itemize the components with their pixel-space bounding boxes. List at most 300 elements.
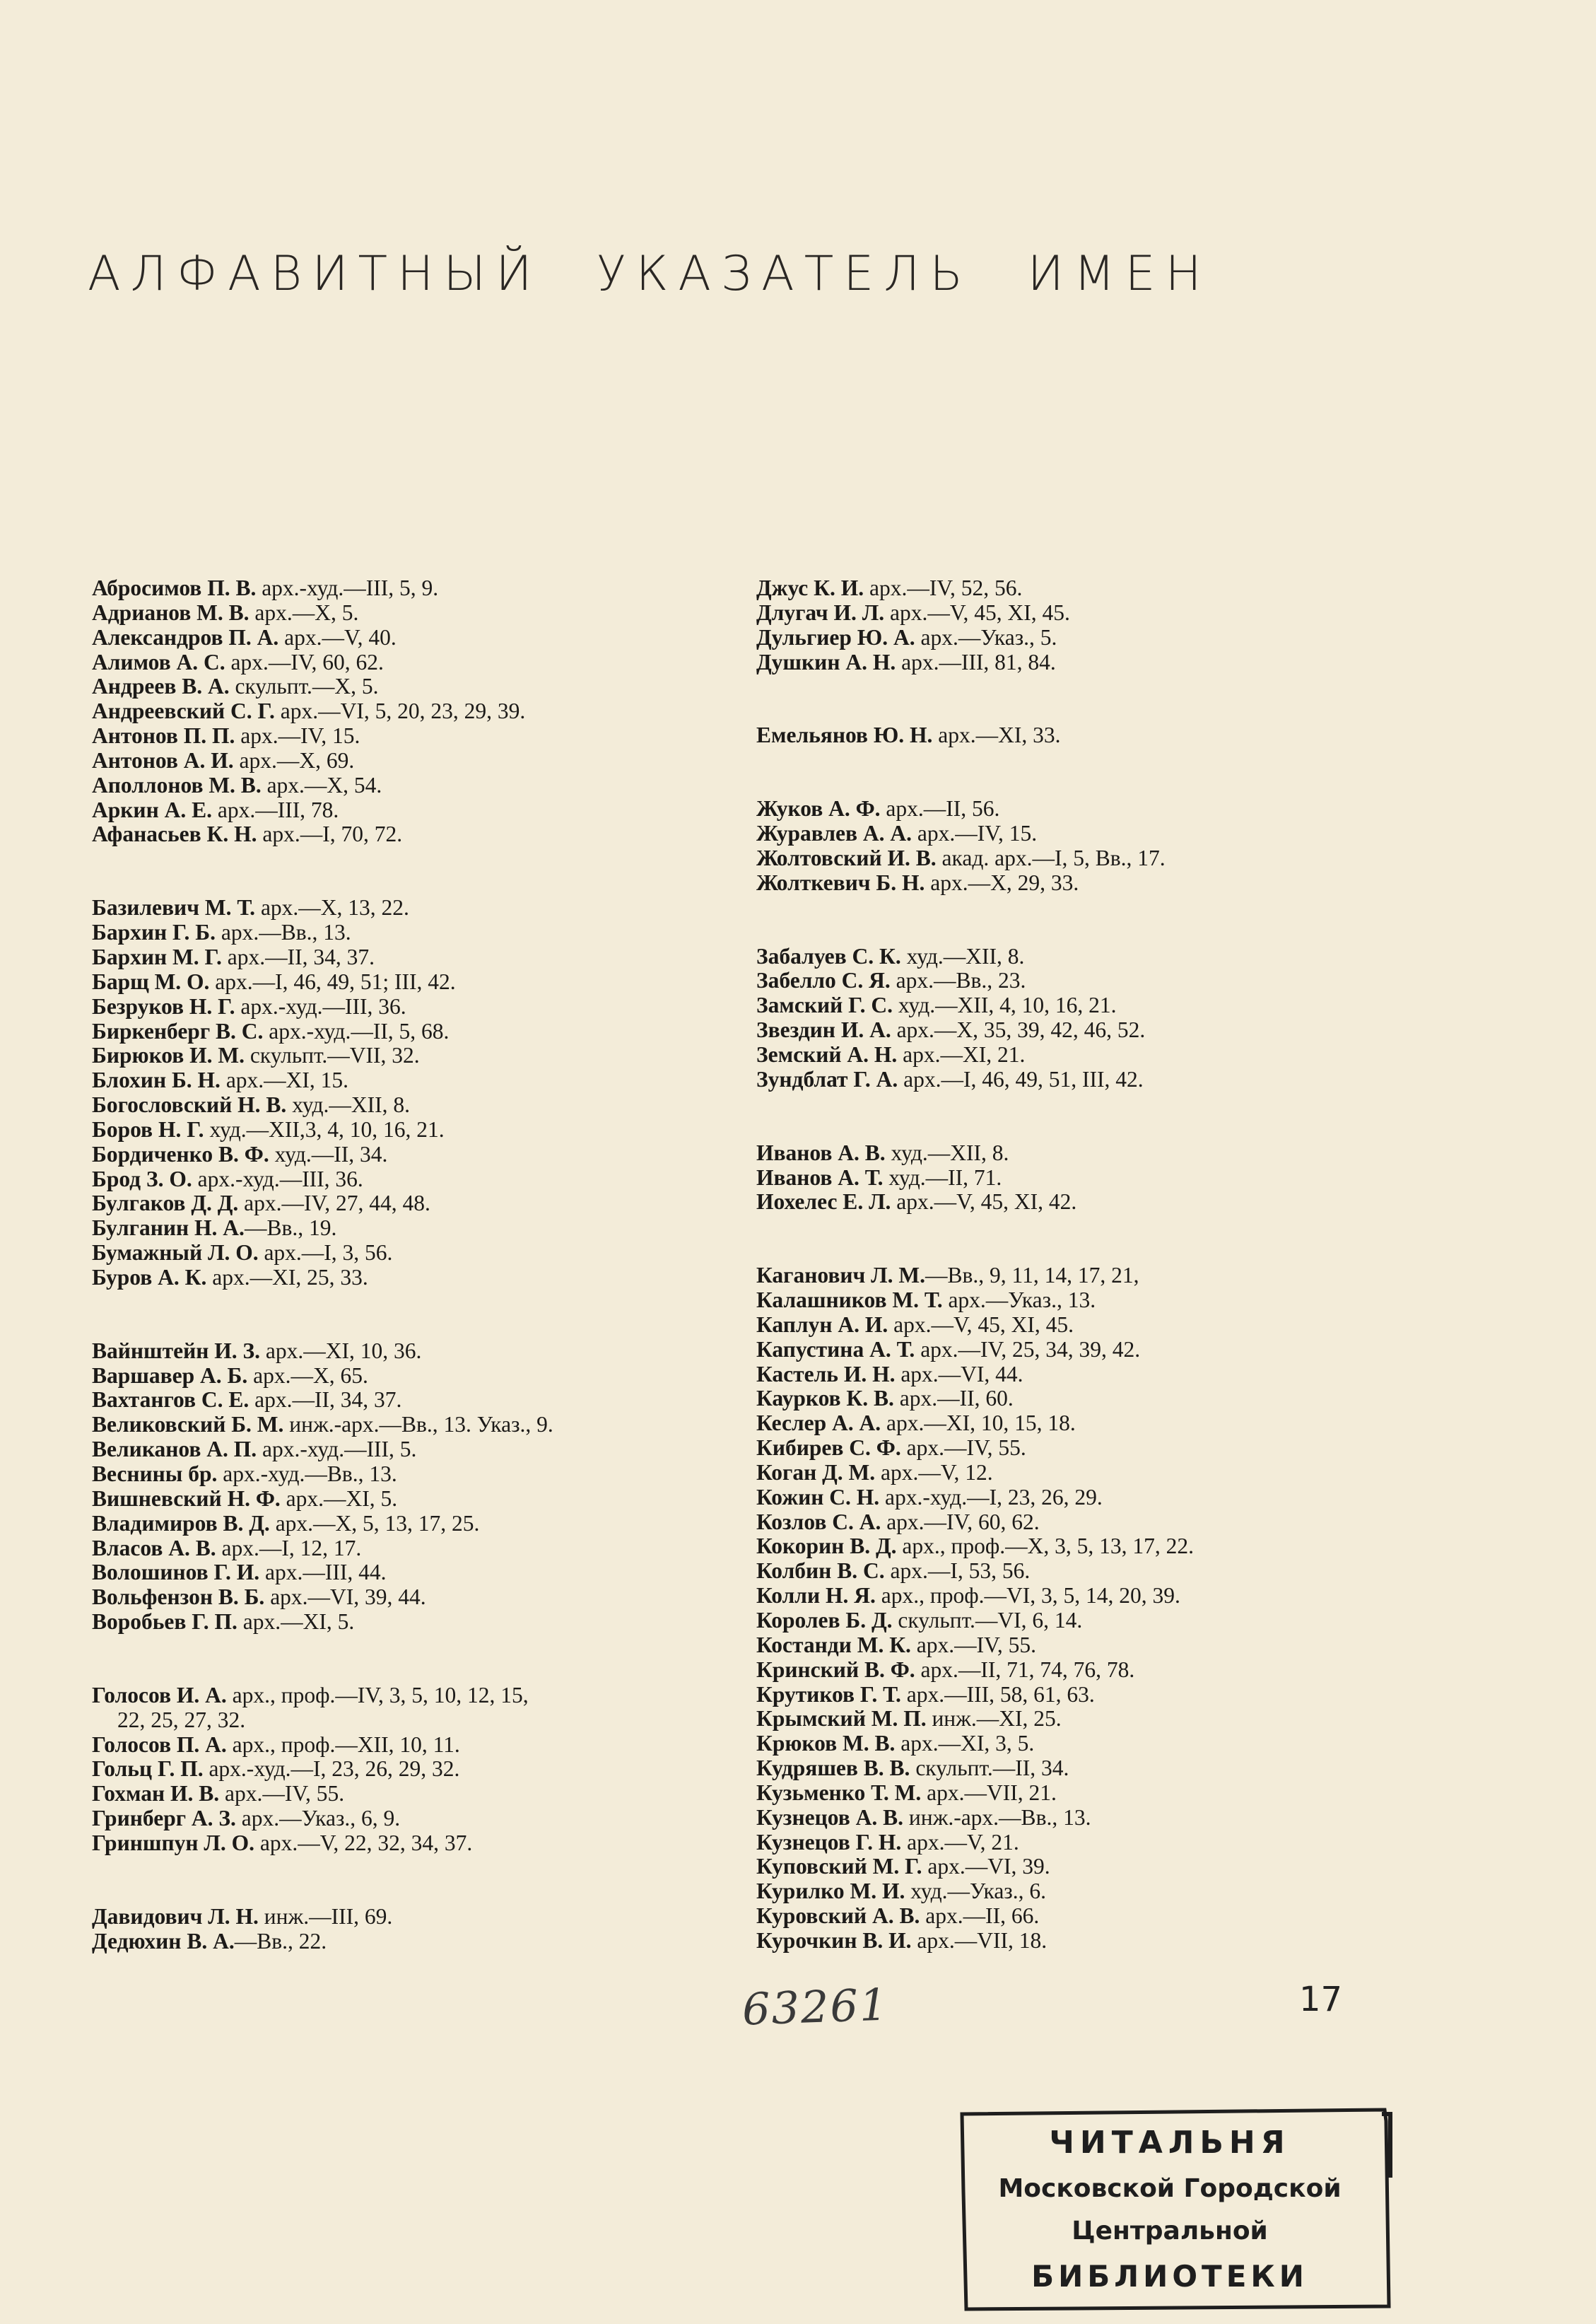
index-letter-group xyxy=(92,1905,785,1954)
stamp-line-2: Московской Городской xyxy=(998,2174,1342,2203)
entry-name: Бирюков И. М. xyxy=(92,1043,245,1068)
index-entry xyxy=(92,995,785,1020)
index-entry xyxy=(756,1707,1449,1732)
entry-name: Костанди М. К. xyxy=(756,1632,911,1657)
entry-name: Курилко М. И. xyxy=(756,1879,905,1904)
entry-name: Жуков А. Ф. xyxy=(756,796,881,822)
entry-name: Кудряшев В. В. xyxy=(756,1756,910,1781)
entry-name: Гольц Г. П. xyxy=(92,1756,204,1782)
index-entry xyxy=(92,1585,785,1610)
index-letter-group xyxy=(756,723,1449,748)
entry-reference: арх.—VI, 39. xyxy=(922,1854,1050,1879)
index-entry xyxy=(92,1388,785,1413)
index-entry xyxy=(92,749,785,773)
index-entry xyxy=(92,1068,785,1093)
entry-reference: арх.—I, 53, 56. xyxy=(884,1558,1031,1584)
entry-name: Кокорин В. Д. xyxy=(756,1534,897,1559)
entry-name: Куповский М. Г. xyxy=(756,1854,922,1879)
index-entry xyxy=(92,1093,785,1118)
index-entry xyxy=(756,1732,1449,1756)
entry-reference: арх., проф.—IV, 3, 5, 10, 12, 15, xyxy=(226,1682,529,1707)
index-letter-group xyxy=(756,945,1449,1092)
entry-reference: арх.—IV, 55. xyxy=(910,1632,1036,1657)
entry-name: Брод З. О. xyxy=(92,1166,192,1191)
index-entry xyxy=(92,1216,785,1241)
entry-reference: арх.—I, 12, 17. xyxy=(216,1535,362,1560)
entry-name: Абросимов П. В. xyxy=(92,576,257,600)
entry-name: Бархин М. Г. xyxy=(92,944,222,969)
index-entry xyxy=(756,846,1449,871)
page-title: АЛФАВИТНЫЙ УКАЗАТЕЛЬ ИМЕН xyxy=(88,246,1211,302)
entry-name: Длугач И. Л. xyxy=(756,600,885,625)
entry-reference: арх.—II, 60. xyxy=(893,1386,1014,1411)
index-letter-group xyxy=(756,1141,1449,1215)
index-entry xyxy=(756,1436,1449,1461)
index-entry xyxy=(756,1263,1449,1288)
entry-reference: арх.—IV, 27, 44, 48. xyxy=(238,1191,430,1216)
entry-reference: арх.—X, 65. xyxy=(247,1362,368,1388)
index-entry xyxy=(92,1167,785,1192)
index-entry xyxy=(756,1830,1449,1855)
entry-reference: арх.—IV, 60, 62. xyxy=(225,649,384,675)
index-entry xyxy=(756,1362,1449,1387)
entry-reference: арх.—Вв., 23. xyxy=(890,968,1026,993)
index-entry xyxy=(92,675,785,699)
entry-name: Крюков М. В. xyxy=(756,1731,896,1756)
index-entry xyxy=(756,1510,1449,1535)
index-entry xyxy=(92,1462,785,1487)
index-entry xyxy=(756,1756,1449,1781)
entry-reference: арх.-худ.—III, 5. xyxy=(257,1437,417,1462)
entry-name: Звездин И. А. xyxy=(756,1017,891,1043)
entry-name: Блохин Б. Н. xyxy=(92,1068,221,1093)
index-entry xyxy=(92,1782,785,1806)
index-entry xyxy=(756,1411,1449,1436)
entry-reference: арх.—XI, 10, 15, 18. xyxy=(881,1411,1076,1436)
entry-name: Владимиров В. Д. xyxy=(92,1510,270,1536)
entry-name: Вольфензон В. Б. xyxy=(92,1584,265,1610)
index-entry xyxy=(92,1512,785,1536)
entry-reference: арх.—VII, 21. xyxy=(921,1780,1057,1805)
index-entry xyxy=(92,1733,785,1758)
entry-name: Булганин Н. А. xyxy=(92,1215,245,1241)
entry-name: Вахтангов С. Е. xyxy=(92,1387,250,1413)
entry-reference: арх.—II, 71, 74, 76, 78. xyxy=(915,1657,1135,1682)
entry-name: Алимов А. С. xyxy=(92,649,225,675)
entry-name: Замский Г. С. xyxy=(756,993,893,1018)
entry-name: Колли Н. Я. xyxy=(756,1583,876,1608)
entry-reference: арх.—XI, 3, 5. xyxy=(895,1731,1035,1756)
entry-reference: арх.—XI, 10, 36. xyxy=(260,1338,422,1363)
entry-name: Антонов А. И. xyxy=(92,747,234,773)
entry-name: Земский А. Н. xyxy=(756,1041,898,1067)
entry-reference: арх.—X, 29, 33. xyxy=(925,870,1079,895)
index-entry xyxy=(92,1044,785,1068)
entry-reference: арх.—IV, 55. xyxy=(219,1781,345,1806)
entry-reference: арх.—X, 5. xyxy=(249,600,359,625)
entry-reference: арх.—V, 45, XI, 45. xyxy=(884,600,1070,625)
entry-name: Антонов П. П. xyxy=(92,723,235,749)
entry-reference: арх.-худ.—II, 5, 68. xyxy=(263,1018,450,1044)
index-entry xyxy=(756,1534,1449,1559)
entry-reference: арх.—IV, 15. xyxy=(235,723,360,749)
entry-name: Дедюхин В. А. xyxy=(92,1928,235,1954)
entry-reference: арх.—V, 45, XI, 45. xyxy=(888,1312,1074,1337)
entry-reference: арх.—V, 40. xyxy=(278,624,397,650)
entry-reference: арх.—IV, 25, 34, 39, 42. xyxy=(915,1336,1141,1362)
index-entry xyxy=(756,1043,1449,1068)
entry-name: Волошинов Г. И. xyxy=(92,1560,260,1585)
entry-reference: инж.-арх.—Вв., 13. xyxy=(903,1804,1091,1830)
entry-name: Власов А. В. xyxy=(92,1535,216,1560)
index-letter-group xyxy=(92,576,785,847)
index-entry xyxy=(756,626,1449,650)
index-entry xyxy=(92,1191,785,1216)
entry-name: Иванов А. В. xyxy=(756,1140,886,1165)
entry-name: Варшавер А. Б. xyxy=(92,1362,248,1388)
entry-name: Кибирев С. Ф. xyxy=(756,1435,901,1461)
entry-reference: арх.—IV, 52, 56. xyxy=(864,576,1023,600)
index-entry xyxy=(92,1487,785,1512)
entry-name: Голосов И. А. xyxy=(92,1682,227,1707)
index-entry xyxy=(92,1806,785,1831)
entry-name: Колбин В. С. xyxy=(756,1558,885,1584)
index-entry xyxy=(756,969,1449,993)
entry-reference: худ.—XII, 8. xyxy=(286,1092,411,1118)
entry-name: Давидович Л. Н. xyxy=(92,1903,259,1929)
index-entry xyxy=(92,1437,785,1462)
entry-name: Коган Д. М. xyxy=(756,1459,876,1485)
entry-reference: инж.—III, 69. xyxy=(258,1903,393,1929)
entry-reference: арх.-худ.—III, 36. xyxy=(192,1166,363,1191)
index-entry xyxy=(92,1905,785,1929)
entry-reference: худ.—XII, 8. xyxy=(900,943,1025,969)
entry-name: Куровский А. В. xyxy=(756,1903,920,1929)
index-entry xyxy=(92,1266,785,1290)
index-entry xyxy=(92,1413,785,1437)
entry-reference: арх.—IV, 15. xyxy=(912,821,1038,846)
entry-reference: арх.—IV, 55. xyxy=(900,1435,1026,1461)
index-entry xyxy=(756,1141,1449,1166)
entry-name: Жолтовский И. В. xyxy=(756,845,937,870)
entry-name: Голосов П. А. xyxy=(92,1732,227,1757)
index-letter-group xyxy=(92,896,785,1290)
entry-reference: скульпт.—VI, 6, 14. xyxy=(892,1608,1083,1633)
entry-name: Андреев В. А. xyxy=(92,674,230,699)
index-letter-group xyxy=(92,1339,785,1635)
entry-reference: скульпт.—X, 5. xyxy=(229,674,379,699)
entry-name: Бархин Г. Б. xyxy=(92,920,216,945)
entry-reference: арх.—IV, 60, 62. xyxy=(881,1509,1040,1534)
entry-reference: худ.—XII, 4, 10, 16, 21. xyxy=(893,993,1117,1018)
index-entry xyxy=(92,601,785,626)
index-entry xyxy=(756,1781,1449,1806)
index-entry xyxy=(92,1560,785,1585)
entry-name: Кузнецов Г. Н. xyxy=(756,1829,902,1855)
entry-reference: арх.—II, 34, 37. xyxy=(249,1387,402,1413)
entry-reference: худ.—II, 71. xyxy=(883,1164,1002,1190)
index-entry xyxy=(756,945,1449,969)
entry-name: Безруков Н. Г. xyxy=(92,993,235,1019)
index-entry xyxy=(92,921,785,945)
entry-reference: худ.—XII, 8. xyxy=(885,1140,1009,1165)
index-letter-group xyxy=(756,797,1449,895)
index-letter-group xyxy=(756,1263,1449,1954)
entry-reference: арх.-худ.—III, 5, 9. xyxy=(256,576,439,600)
entry-reference: арх.-худ.—Вв., 13. xyxy=(217,1461,397,1486)
entry-name: Емельянов Ю. Н. xyxy=(756,723,933,748)
index-entry xyxy=(92,650,785,675)
entry-reference: —Вв., 19. xyxy=(244,1215,337,1241)
index-letter-group xyxy=(756,576,1449,675)
entry-reference: арх., проф.—X, 3, 5, 13, 17, 22. xyxy=(896,1534,1195,1559)
entry-name: Афанасьев К. Н. xyxy=(92,822,257,847)
index-entry xyxy=(92,1610,785,1635)
index-entry xyxy=(92,1339,785,1364)
entry-name: Гринберг А. З. xyxy=(92,1806,236,1831)
entry-name: Иохелес Е. Л. xyxy=(756,1189,891,1215)
entry-reference: худ.—Указ., 6. xyxy=(905,1879,1047,1904)
entry-name: Великовский Б. М. xyxy=(92,1412,284,1437)
entry-reference: инж.-арх.—Вв., 13. Указ., 9. xyxy=(283,1412,553,1437)
index-entry xyxy=(756,723,1449,748)
entry-name: Королев Б. Д. xyxy=(756,1608,893,1633)
entry-reference: арх.—II, 34, 37. xyxy=(221,944,375,969)
entry-reference: арх.—VI, 44. xyxy=(895,1361,1023,1386)
entry-name: Кринский В. Ф. xyxy=(756,1657,915,1682)
index-entry xyxy=(92,1143,785,1167)
index-entry xyxy=(92,1929,785,1954)
index-entry xyxy=(756,797,1449,822)
entry-name: Калашников М. Т. xyxy=(756,1287,943,1313)
entry-name: Жолткевич Б. Н. xyxy=(756,870,925,895)
entry-reference: арх.—X, 13, 22. xyxy=(255,895,409,921)
stamp-line-3: Центральной xyxy=(1072,2217,1268,2246)
entry-reference: арх.—III, 78. xyxy=(211,797,339,822)
entry-name: Булгаков Д. Д. xyxy=(92,1191,239,1216)
index-entry xyxy=(92,1241,785,1266)
entry-reference: арх.—X, 69. xyxy=(233,747,355,773)
entry-reference: арх., проф.—XII, 10, 11. xyxy=(226,1732,460,1757)
entry-reference: —Вв., 9, 11, 14, 17, 21, xyxy=(925,1263,1139,1288)
entry-name: Иванов А. Т. xyxy=(756,1164,884,1190)
entry-name: Козлов С. А. xyxy=(756,1509,881,1534)
entry-name: Каганович Л. М. xyxy=(756,1263,925,1288)
index-entry xyxy=(92,1708,785,1733)
index-entry xyxy=(756,1658,1449,1683)
entry-name: Кузьменко Т. М. xyxy=(756,1780,922,1805)
entry-reference: арх.—XI, 5. xyxy=(237,1609,355,1635)
entry-reference: арх.—I, 46, 49, 51; III, 42. xyxy=(209,969,456,994)
index-entry xyxy=(92,945,785,970)
index-column-right xyxy=(756,576,1449,2002)
entry-name: Великанов А. П. xyxy=(92,1437,257,1462)
entry-name: Кожин С. Н. xyxy=(756,1484,880,1510)
index-entry xyxy=(92,970,785,995)
stamp-line-4: БИБЛИОТЕКИ xyxy=(1031,2259,1308,2294)
entry-name: Кастель И. Н. xyxy=(756,1361,896,1386)
entry-name: Крымский М. П. xyxy=(756,1706,927,1732)
entry-name: Душкин А. Н. xyxy=(756,649,896,675)
entry-reference: арх., проф.—VI, 3, 5, 14, 20, 39. xyxy=(875,1583,1180,1608)
entry-reference: арх.—III, 81, 84. xyxy=(896,649,1056,675)
entry-reference: арх.—Вв., 13. xyxy=(215,920,351,945)
index-entry xyxy=(756,1288,1449,1313)
entry-name: Барщ М. О. xyxy=(92,969,210,994)
entry-reference: акад. арх.—I, 5, Вв., 17. xyxy=(936,845,1166,870)
index-column-left xyxy=(92,576,785,2003)
index-entry xyxy=(92,1536,785,1561)
entry-reference: арх.—I, 3, 56. xyxy=(258,1240,393,1266)
index-entry xyxy=(756,1806,1449,1830)
entry-reference: арх.—VII, 18. xyxy=(911,1927,1048,1953)
entry-name: Джус К. И. xyxy=(756,576,864,600)
index-entry xyxy=(756,1386,1449,1411)
entry-name: Аркин А. Е. xyxy=(92,797,212,822)
entry-reference: арх.—XI, 15. xyxy=(220,1068,349,1093)
entry-reference: арх.—I, 70, 72. xyxy=(257,822,403,847)
entry-name: Кеслер А. А. xyxy=(756,1411,881,1436)
entry-name: Александров П. А. xyxy=(92,624,279,650)
index-entry xyxy=(92,1020,785,1044)
index-entry xyxy=(756,1461,1449,1485)
entry-name: Дульгиер Ю. А. xyxy=(756,624,915,650)
entry-name: Базилевич М. Т. xyxy=(92,895,256,921)
index-entry xyxy=(756,1166,1449,1191)
entry-reference: —Вв., 22. xyxy=(234,1928,327,1954)
entry-name: Андреевский С. Г. xyxy=(92,699,275,724)
entry-reference: арх.—X, 5, 13, 17, 25. xyxy=(269,1510,480,1536)
entry-reference: арх.—XI, 21. xyxy=(897,1041,1026,1067)
index-entry xyxy=(756,1584,1449,1608)
entry-name: Адрианов М. В. xyxy=(92,600,250,625)
entry-reference: арх.—V, 45, XI, 42. xyxy=(891,1189,1077,1215)
index-entry xyxy=(92,1683,785,1708)
index-entry xyxy=(756,650,1449,675)
index-entry xyxy=(756,1068,1449,1092)
entry-reference: арх.—Указ., 5. xyxy=(915,624,1057,650)
index-entry xyxy=(92,724,785,749)
index-entry xyxy=(756,1879,1449,1904)
entry-reference: арх.—II, 56. xyxy=(880,796,1000,822)
entry-name: Каурков К. В. xyxy=(756,1386,894,1411)
index-entry xyxy=(756,1929,1449,1954)
index-entry xyxy=(92,626,785,650)
entry-reference: арх.—I, 46, 49, 51, III, 42. xyxy=(898,1066,1144,1092)
library-stamp xyxy=(958,2107,1396,2312)
entry-reference: арх.—VI, 39, 44. xyxy=(264,1584,426,1610)
stamp-line-1: ЧИТАЛЬНЯ xyxy=(1049,2125,1291,2161)
index-entry xyxy=(756,1855,1449,1879)
entry-name: Буров А. К. xyxy=(92,1264,207,1290)
entry-reference: арх.—XI, 33. xyxy=(932,723,1061,748)
entry-name: Капустина А. Т. xyxy=(756,1336,915,1362)
entry-name: Бумажный Л. О. xyxy=(92,1240,259,1266)
entry-reference: арх.—XI, 25, 33. xyxy=(206,1264,368,1290)
entry-reference: 22, 25, 27, 32. xyxy=(117,1707,246,1732)
index-entry xyxy=(92,1831,785,1856)
entry-name: Вишневский Н. Ф. xyxy=(92,1485,281,1511)
inventory-number: 63261 xyxy=(741,1978,890,2036)
entry-reference: худ.—XII,3, 4, 10, 16, 21. xyxy=(204,1116,445,1142)
entry-reference: арх.—X, 35, 39, 42, 46, 52. xyxy=(891,1017,1146,1043)
index-entry xyxy=(92,773,785,798)
entry-name: Бордиченко В. Ф. xyxy=(92,1141,269,1167)
entry-name: Гохман И. В. xyxy=(92,1781,220,1806)
entry-reference: арх.—III, 58, 61, 63. xyxy=(900,1681,1095,1707)
index-letter-group xyxy=(92,1683,785,1856)
entry-reference: арх.—V, 21. xyxy=(901,1829,1019,1855)
index-entry xyxy=(756,1018,1449,1043)
entry-name: Забалуев С. К. xyxy=(756,943,901,969)
index-entry xyxy=(92,896,785,921)
entry-reference: арх.—V, 12. xyxy=(875,1459,993,1485)
entry-name: Гриншпун Л. О. xyxy=(92,1830,254,1855)
entry-name: Журавлев А. А. xyxy=(756,821,913,846)
entry-reference: арх.—Указ., 13. xyxy=(942,1287,1096,1313)
entry-name: Зундблат Г. А. xyxy=(756,1066,898,1092)
entry-reference: скульпт.—II, 34. xyxy=(910,1756,1069,1781)
entry-reference: арх.-худ.—I, 23, 26, 29. xyxy=(879,1484,1103,1510)
index-entry xyxy=(92,822,785,847)
index-entry xyxy=(756,1190,1449,1215)
entry-name: Воробьев Г. П. xyxy=(92,1609,237,1635)
index-entry xyxy=(756,822,1449,846)
index-entry xyxy=(92,699,785,724)
index-entry xyxy=(756,1313,1449,1338)
entry-reference: скульпт.—VII, 32. xyxy=(245,1043,420,1068)
entry-name: Каплун А. И. xyxy=(756,1312,888,1337)
index-entry xyxy=(756,1683,1449,1707)
index-entry xyxy=(756,1633,1449,1658)
entry-reference: худ.—II, 34. xyxy=(269,1141,388,1167)
entry-reference: арх.-худ.—III, 36. xyxy=(235,993,406,1019)
entry-reference: инж.—XI, 25. xyxy=(926,1706,1062,1732)
entry-reference: арх.—XI, 5. xyxy=(280,1485,398,1511)
entry-name: Биркенберг В. С. xyxy=(92,1018,264,1044)
entry-name: Крутиков Г. Т. xyxy=(756,1681,901,1707)
page-number: 17 xyxy=(1299,1980,1343,2019)
entry-reference: арх.—III, 44. xyxy=(259,1560,387,1585)
entry-reference: арх.—X, 54. xyxy=(261,772,382,798)
entry-name: Аполлонов М. В. xyxy=(92,772,262,798)
index-entry xyxy=(756,576,1449,601)
index-entry xyxy=(92,1757,785,1782)
index-entry xyxy=(92,576,785,601)
index-entry xyxy=(756,993,1449,1018)
index-entry xyxy=(92,1364,785,1389)
entry-reference: арх.—V, 22, 32, 34, 37. xyxy=(254,1830,473,1855)
entry-reference: арх.—Указ., 6, 9. xyxy=(235,1806,401,1831)
index-entry xyxy=(756,871,1449,896)
entry-reference: арх.—II, 66. xyxy=(920,1903,1040,1929)
index-entry xyxy=(756,1559,1449,1584)
index-entry xyxy=(92,798,785,823)
entry-reference: арх.-худ.—I, 23, 26, 29, 32. xyxy=(203,1756,460,1782)
index-entry xyxy=(756,601,1449,626)
entry-name: Боров Н. Г. xyxy=(92,1116,204,1142)
index-entry xyxy=(756,1485,1449,1510)
entry-name: Курочкин В. И. xyxy=(756,1927,912,1953)
entry-name: Кузнецов А. В. xyxy=(756,1804,903,1830)
index-entry xyxy=(756,1338,1449,1362)
entry-reference: арх.—VI, 5, 20, 23, 29, 39. xyxy=(274,699,526,724)
entry-name: Богословский Н. В. xyxy=(92,1092,287,1118)
index-entry xyxy=(92,1118,785,1143)
entry-name: Веснины бр. xyxy=(92,1461,218,1486)
index-entry xyxy=(756,1904,1449,1929)
index-entry xyxy=(756,1608,1449,1633)
